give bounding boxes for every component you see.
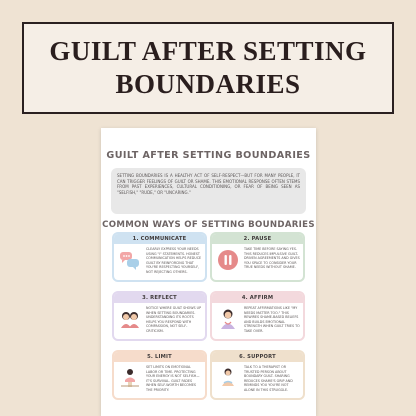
speech-bubbles-icon [117,247,143,273]
card-reflect [112,291,207,341]
card-title: 5. LIMIT [114,352,205,362]
affirmation-icon [215,306,241,332]
card-text: CLEARLY EXPRESS YOUR NEEDS USING "I" STATEMENTS. HONEST COMMUNICATION HELPS REDUCE GUILT BY REINFORCING THAT YOU'RE RESPECTING YOURSELF, NOT REJECTING OTHERS. [146,247,202,274]
banner-title-line-1: GUILT AFTER SETTING [49,36,367,66]
banner-title-line-2: BOUNDARIES [115,69,301,99]
card-pause [210,232,305,282]
pause-icon [215,247,241,273]
card-text: TAKE TIME BEFORE SAYING YES. THIS REDUCES IMPULSIVE GUILT-DRIVEN AGREEMENTS AND GIVES YOU SPACE TO CONSIDER YOUR TRUE NEEDS WITHOUT SHAME. [244,247,300,270]
card-text: REPEAT AFFIRMATIONS LIKE "MY NEEDS MATTER TOO." THIS REWIRES SHAME-BASED BELIEFS AND BUILDS EMOTIONAL STRENGTH WHEN GUILT TRIES TO TAKE OVER. [244,306,300,333]
worksheet-title: GUILT AFTER SETTING BOUNDARIES [106,150,311,161]
card-text: TALK TO A THERAPIST OR TRUSTED PERSON ABOUT BOUNDARY GUILT. SHARING REDUCES SHAME'S GRIP AND REMINDS YOU YOU'RE NOT ALONE IN THIS STRUGGLE. [244,365,293,392]
limit-icon [117,365,143,391]
card-title: 4. AFFIRM [212,293,303,303]
card-title: 1. COMMUNICATE [114,234,205,244]
support-icon [215,365,241,391]
card-title: 6. SUPPORT [212,352,303,362]
section-heading: COMMON WAYS OF SETTING BOUNDARIES [102,220,315,230]
card-affirm [210,291,305,341]
card-title: 2. PAUSE [212,234,303,244]
card-support [210,350,305,400]
card-text: NOTICE WHERE GUILT SHOWS UP WHEN SETTING BOUNDARIES. UNDERSTANDING ITS ROOTS HELPS YOU RESPOND WITH COMPASSION, NOT SELF-CRITICISM. [146,306,202,333]
intro-paragraph: SETTING BOUNDARIES IS A HEALTHY ACT OF SELF-RESPECT—BUT FOR MANY PEOPLE, IT CAN TRIGGER FEELINGS OF GUILT OR SHAME. THIS EMOTIONAL RESPONSE OFTEN STEMS FROM PAST EXPERIENCES, CULTURAL CONDITIONING, OR FEAR OF BEING SEEN AS "SELFISH," "RUDE," OR "UNCARING." [111,168,306,214]
card-communicate [112,232,207,282]
worksheet-preview [101,128,316,416]
title-banner [22,22,394,114]
card-limit [112,350,207,400]
card-title: 3. REFLECT [114,293,205,303]
card-text: SET LIMITS ON EMOTIONAL LABOR OR TIME. PROTECTING YOUR ENERGY IS NOT SELFISH—IT'S SURVIVAL. GUILT FADES WHEN SELF-WORTH BECOMES THE PRIORITY. [146,365,200,392]
reflection-icon [117,306,143,332]
